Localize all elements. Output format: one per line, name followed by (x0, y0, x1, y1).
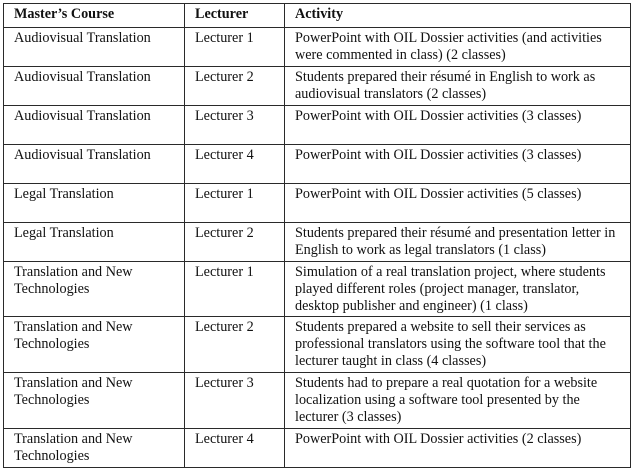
cell-course: Audiovisual Translation (4, 106, 185, 145)
cell-activity: Students prepared a website to sell their services as professional translators using the software tool that the lecturer taught in class (4 classes) (285, 317, 631, 373)
cell-course: Translation and New Technologies (4, 262, 185, 317)
cell-activity: Students had to prepare a real quotation for a website localization using a software tool presented by the lecturer (3 classes) (285, 373, 631, 429)
cell-lecturer: Lecturer 2 (185, 67, 285, 106)
cell-course: Translation and New Technologies (4, 373, 185, 429)
cell-lecturer: Lecturer 2 (185, 317, 285, 373)
table-row (4, 429, 631, 468)
cell-activity: PowerPoint with OIL Dossier activities (3 classes) (285, 106, 631, 145)
cell-lecturer: Lecturer 2 (185, 223, 285, 262)
cell-course: Audiovisual Translation (4, 145, 185, 184)
cell-course: Translation and New Technologies (4, 317, 185, 373)
cell-activity: PowerPoint with OIL Dossier activities (2 classes) (285, 429, 631, 468)
table-row (4, 106, 631, 145)
cell-lecturer: Lecturer 4 (185, 145, 285, 184)
cell-lecturer: Lecturer 1 (185, 262, 285, 317)
cell-lecturer: Lecturer 3 (185, 373, 285, 429)
table-row (4, 28, 631, 67)
cell-activity: Students prepared their résumé in English to work as audiovisual translators (2 classes) (285, 67, 631, 106)
table-row (4, 262, 631, 317)
cell-course: Legal Translation (4, 184, 185, 223)
cell-course: Audiovisual Translation (4, 67, 185, 106)
header-lecturer: Lecturer (185, 4, 285, 28)
cell-activity: PowerPoint with OIL Dossier activities (and activities were commented in class) (2 classes) (285, 28, 631, 67)
table-row (4, 373, 631, 429)
table-row (4, 223, 631, 262)
table-row (4, 67, 631, 106)
cell-course: Legal Translation (4, 223, 185, 262)
cell-course: Audiovisual Translation (4, 28, 185, 67)
cell-lecturer: Lecturer 4 (185, 429, 285, 468)
course-activities-table (3, 3, 631, 468)
table-row (4, 145, 631, 184)
cell-activity: Students prepared their résumé and presentation letter in English to work as legal translators (1 class) (285, 223, 631, 262)
cell-activity: PowerPoint with OIL Dossier activities (5 classes) (285, 184, 631, 223)
header-course: Master’s Course (4, 4, 185, 28)
table-row (4, 184, 631, 223)
cell-lecturer: Lecturer 1 (185, 184, 285, 223)
cell-lecturer: Lecturer 1 (185, 28, 285, 67)
cell-lecturer: Lecturer 3 (185, 106, 285, 145)
cell-activity: Simulation of a real translation project, where students played different roles (project manager, translator, desktop publisher and engineer) (1 class) (285, 262, 631, 317)
table-row (4, 317, 631, 373)
cell-course: Translation and New Technologies (4, 429, 185, 468)
cell-activity: PowerPoint with OIL Dossier activities (3 classes) (285, 145, 631, 184)
table-header-row (4, 4, 631, 28)
header-activity: Activity (285, 4, 631, 28)
